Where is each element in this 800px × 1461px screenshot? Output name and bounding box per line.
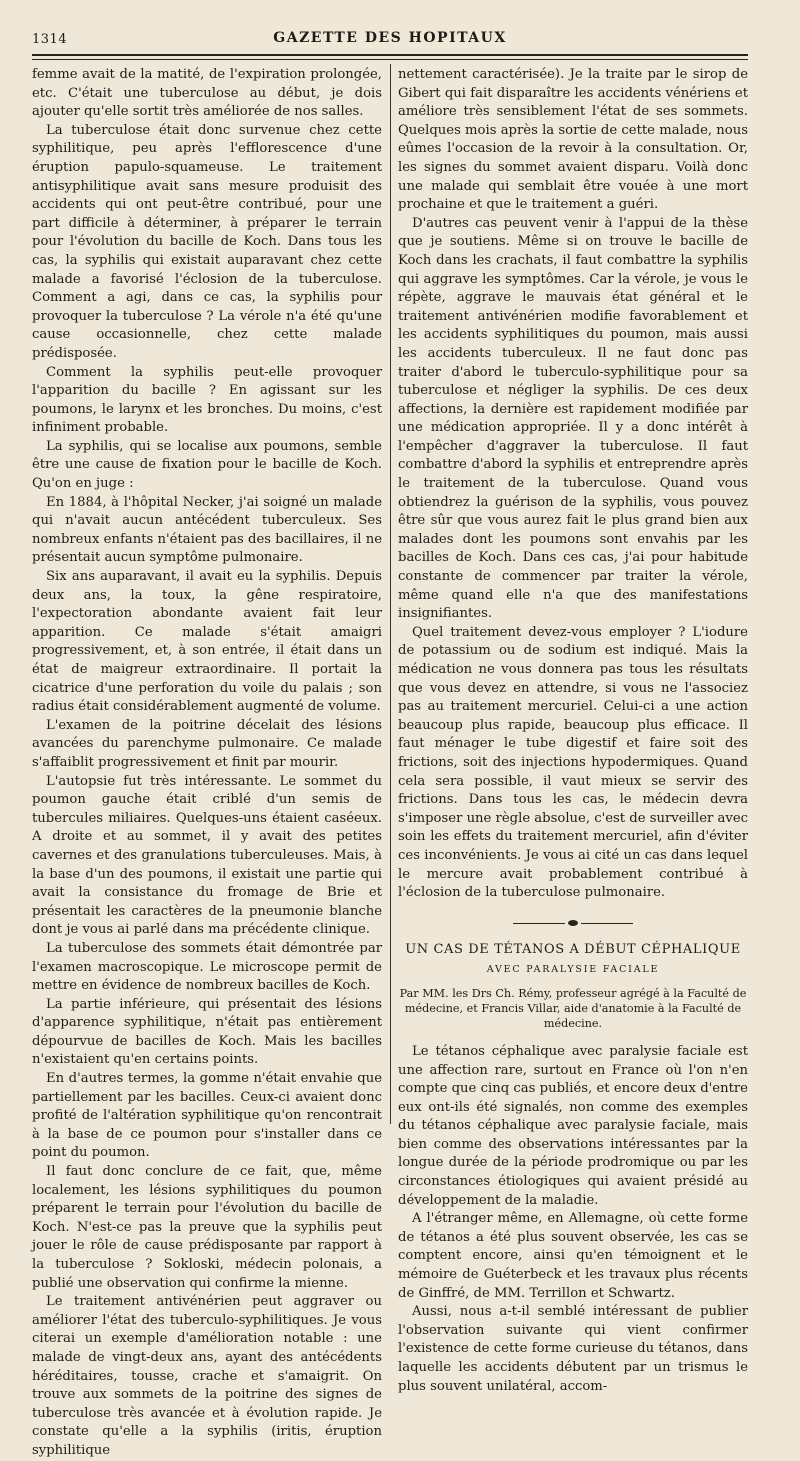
header-rule-thin xyxy=(32,59,748,60)
paragraph: L'autopsie fut très intéressante. Le sommet du poumon gauche était criblé d'un semis de tubercules miliaires. Quelques-uns étaient caséeux. A droite et au sommet, il y avait des petites cavernes et des granulations tuberculeuses. Mais, à la base d'un des poumons, il existait une partie qui avait la consistance du fromage de Brie et présentait les caractères de la pneumonie blanche dont je vous ai parlé dans ma précédente clinique. xyxy=(32,773,382,938)
section-ornament xyxy=(513,919,633,929)
paragraph: La tuberculose était donc survenue chez cette syphilitique, peu après l'efflorescence d'une éruption papulo-squameuse. Le traitement antisyphilitique avait sans mesure produisit des accidents qui ont peut-être contribué, pour une part difficile à déterminer, à préparer le terrain pour l'évolution du bacille de Koch. Dans tous les cas, la syphilis qui existait auparavant chez cette malade a favorisé l'éclosion de la tuberculose. Comment a agi, dans ce cas, la syphilis pour provoquer la tuberculose ? La vérole n'a été qu'une cause occasionnelle, chez cette malade prédisposée. xyxy=(32,122,382,361)
paragraph: Comment la syphilis peut-elle provoquer l'apparition du bacille ? En agissant sur les poumons, le larynx et les bronches. Du moins, c'est infiniment probable. xyxy=(32,364,382,436)
paragraph: La partie inférieure, qui présentait des lésions d'apparence syphilitique, n'était pas entièrement dépourvue de bacilles de Koch. Mais les bacilles n'existaient qu'en certains points. xyxy=(32,996,382,1068)
ornament-dot xyxy=(568,920,578,926)
ornament-line xyxy=(581,923,633,924)
page-header xyxy=(32,26,748,50)
paragraph: Aussi, nous a-t-il semblé intéressant de publier l'observation suivante qui vient confirmer l'existence de cette forme curieuse du tétanos, dans laquelle les accidents débutent par un trismus le plus souvent unilatéral, accom- xyxy=(398,1304,748,1394)
paragraph: Six ans auparavant, il avait eu la syphilis. Depuis deux ans, la toux, la gêne respiratoire, l'expectoration abondante avaient fait leur apparition. Ce malade s'était amaigri progressivement, et, à son entrée, il était dans un état de maigreur extraordinaire. Il portait la cicatrice d'une perforation du voile du palais ; son radius était considérablement augmenté de volume. xyxy=(32,569,382,715)
paragraph: Quel traitement devez-vous employer ? L'iodure de potassium ou de sodium est indiqué. Mais la médication ne vous donnera pas tous les résultats que vous devez en attendre, si vous ne l'associez pas au traitement mercuriel. Celui-ci a une action beaucoup plus rapide, beaucoup plus efficace. Il faut ménager le tube digestif et faire soit des frictions, soit des injections hypodermiques. Quand cela sera possible, il vaut mieux se servir des frictions. Dans tous les cas, le médecin devra s'imposer une règle absolue, c'est de surveiller avec soin les effets du traitement mercuriel, afin d'éviter ces inconvénients. Je vous ai cité un cas dans lequel le mercure avait probablement contribué à l'éclosion de la tuberculose pulmonaire. xyxy=(398,624,749,901)
paragraph: D'autres cas peuvent venir à l'appui de la thèse que je soutiens. Même si on trouve le bacille de Koch dans les crachats, il faut combattre la syphilis qui aggrave les symptômes. Car la vérole, je vous le répète, aggrave le mauvais état général et le traitement antivénérien modifie favorablement et les accidents syphilitiques du poumon, mais aussi les accidents tuberculeux. Il ne faut donc pas traiter d'abord le tuberculo-syphilitique pour sa tuberculose et négliger la syphilis. De ces deux affections, la dernière est rapidement modifiée par une médication appropriée. Il y a donc intérêt à l'empêcher d'aggraver la tuberculose. Il faut combattre d'abord la syphilis et entreprendre après le traitement de la tuberculose. Quand vous obtiendrez la guérison de la syphilis, vous pouvez être sûr que vous aurez fait le plus grand bien aux malades dont les poumons sont envahis par les bacilles de Koch. Dans ces cas, j'ai pour habitude constante de commencer par traiter la vérole, même quand elle n'a que des manifestations insignifiantes. xyxy=(398,215,748,622)
page-number: 1314 xyxy=(32,32,68,47)
left-column xyxy=(32,66,382,1458)
paragraph: A l'étranger même, en Allemagne, où cette forme de tétanos a été plus souvent observée, les cas se comptent encore, ainsi qu'en témoignent et le mémoire de Guéterbeck et les travaux plus récents de Ginffré, de MM. Terrillon et Schwartz. xyxy=(398,1211,748,1301)
column-divider xyxy=(390,64,391,1124)
paragraph: En d'autres termes, la gomme n'était envahie que partiellement par les bacilles. Ceux-ci avaient donc profité de l'altération syphilitique qu'on rencontrait à la base de ce poumon pour s'installer dans ce point du poumon. xyxy=(32,1071,382,1161)
ornament-line xyxy=(513,923,565,924)
paragraph: nettement caractérisée). Je la traite par le sirop de Gibert qui fait disparaître les accidents vénériens et améliore très sensiblement l'état de ses sommets. Quelques mois après la sortie de cette malade, nous eûmes l'occasion de la revoir à la consultation. Or, les signes du sommet avaient disparu. Voilà donc une malade qui semblait être vouée à une mort prochaine et que le traitement a guéri. xyxy=(398,67,748,213)
paragraph: femme avait de la matité, de l'expiration prolongée, etc. C'était une tuberculose au début, je dois ajouter qu'elle sortit très améliorée de nos salles. xyxy=(32,67,382,120)
paragraph: Il faut donc conclure de ce fait, que, même localement, les lésions syphilitiques du poumon préparent le terrain pour l'évolution du bacille de Koch. N'est-ce pas la preuve que la syphilis peut jouer le rôle de cause prédisposante par rapport à la tuberculose ? Sokloski, médecin polonais, a publié une observation qui confirme la mienne. xyxy=(32,1164,382,1291)
article-byline: Par MM. les Drs Ch. Rémy, professeur agrégé à la Faculté de médecine, et Francis Villar, aide d'anatomie à la Faculté de médecine. xyxy=(399,986,747,1030)
paragraph: En 1884, à l'hôpital Necker, j'ai soigné un malade qui n'avait aucun antécédent tuberculeux. Ses nombreux enfants n'étaient pas des bacillaires, il ne présentait aucun symptôme pulmonaire. xyxy=(32,494,382,566)
paragraph: Le traitement antivénérien peut aggraver ou améliorer l'état des tuberculo-syphilitiques. Je vous citerai un exemple d'amélioration notable : une malade de vingt-deux ans, ayant des antécédents héréditaires, tousse, crache et s'amaigrit. On trouve aux sommets de la poitrine des signes de tuberculose très avancée et à évolution rapide. Je constate qu'elle a la syphilis (iritis, éruption syphilitique xyxy=(32,1294,382,1458)
right-column xyxy=(398,66,749,1394)
header-rule-thick xyxy=(32,54,748,56)
article-title: UN CAS DE TÉTANOS A DÉBUT CÉPHALIQUE xyxy=(405,941,741,957)
journal-title: GAZETTE DES HOPITAUX xyxy=(273,30,507,46)
paragraph: La tuberculose des sommets était démontrée par l'examen macroscopique. Le microscope permit de mettre en évidence de nombreux bacilles de Koch. xyxy=(32,940,382,994)
paragraph: La syphilis, qui se localise aux poumons, semble être une cause de fixation pour le bacille de Koch. Qu'on en juge : xyxy=(32,438,382,492)
paragraph: L'examen de la poitrine décelait des lésions avancées du parenchyme pulmonaire. Ce malade s'affaiblit progressivement et finit par mourir. xyxy=(32,717,382,770)
article-subtitle: AVEC PARALYSIE FACIALE xyxy=(486,964,660,976)
paragraph: Le tétanos céphalique avec paralysie faciale est une affection rare, surtout en France où l'on n'en compte que cinq cas publiés, et encore deux d'entre eux ont-ils été signalés, non comme des exemples du tétanos céphalique avec paralysie faciale, mais bien comme des observations intéressantes par la longue durée de la période prodromique ou par les circonstances étiologiques qui avaient présidé au développement de la maladie. xyxy=(398,1043,748,1208)
